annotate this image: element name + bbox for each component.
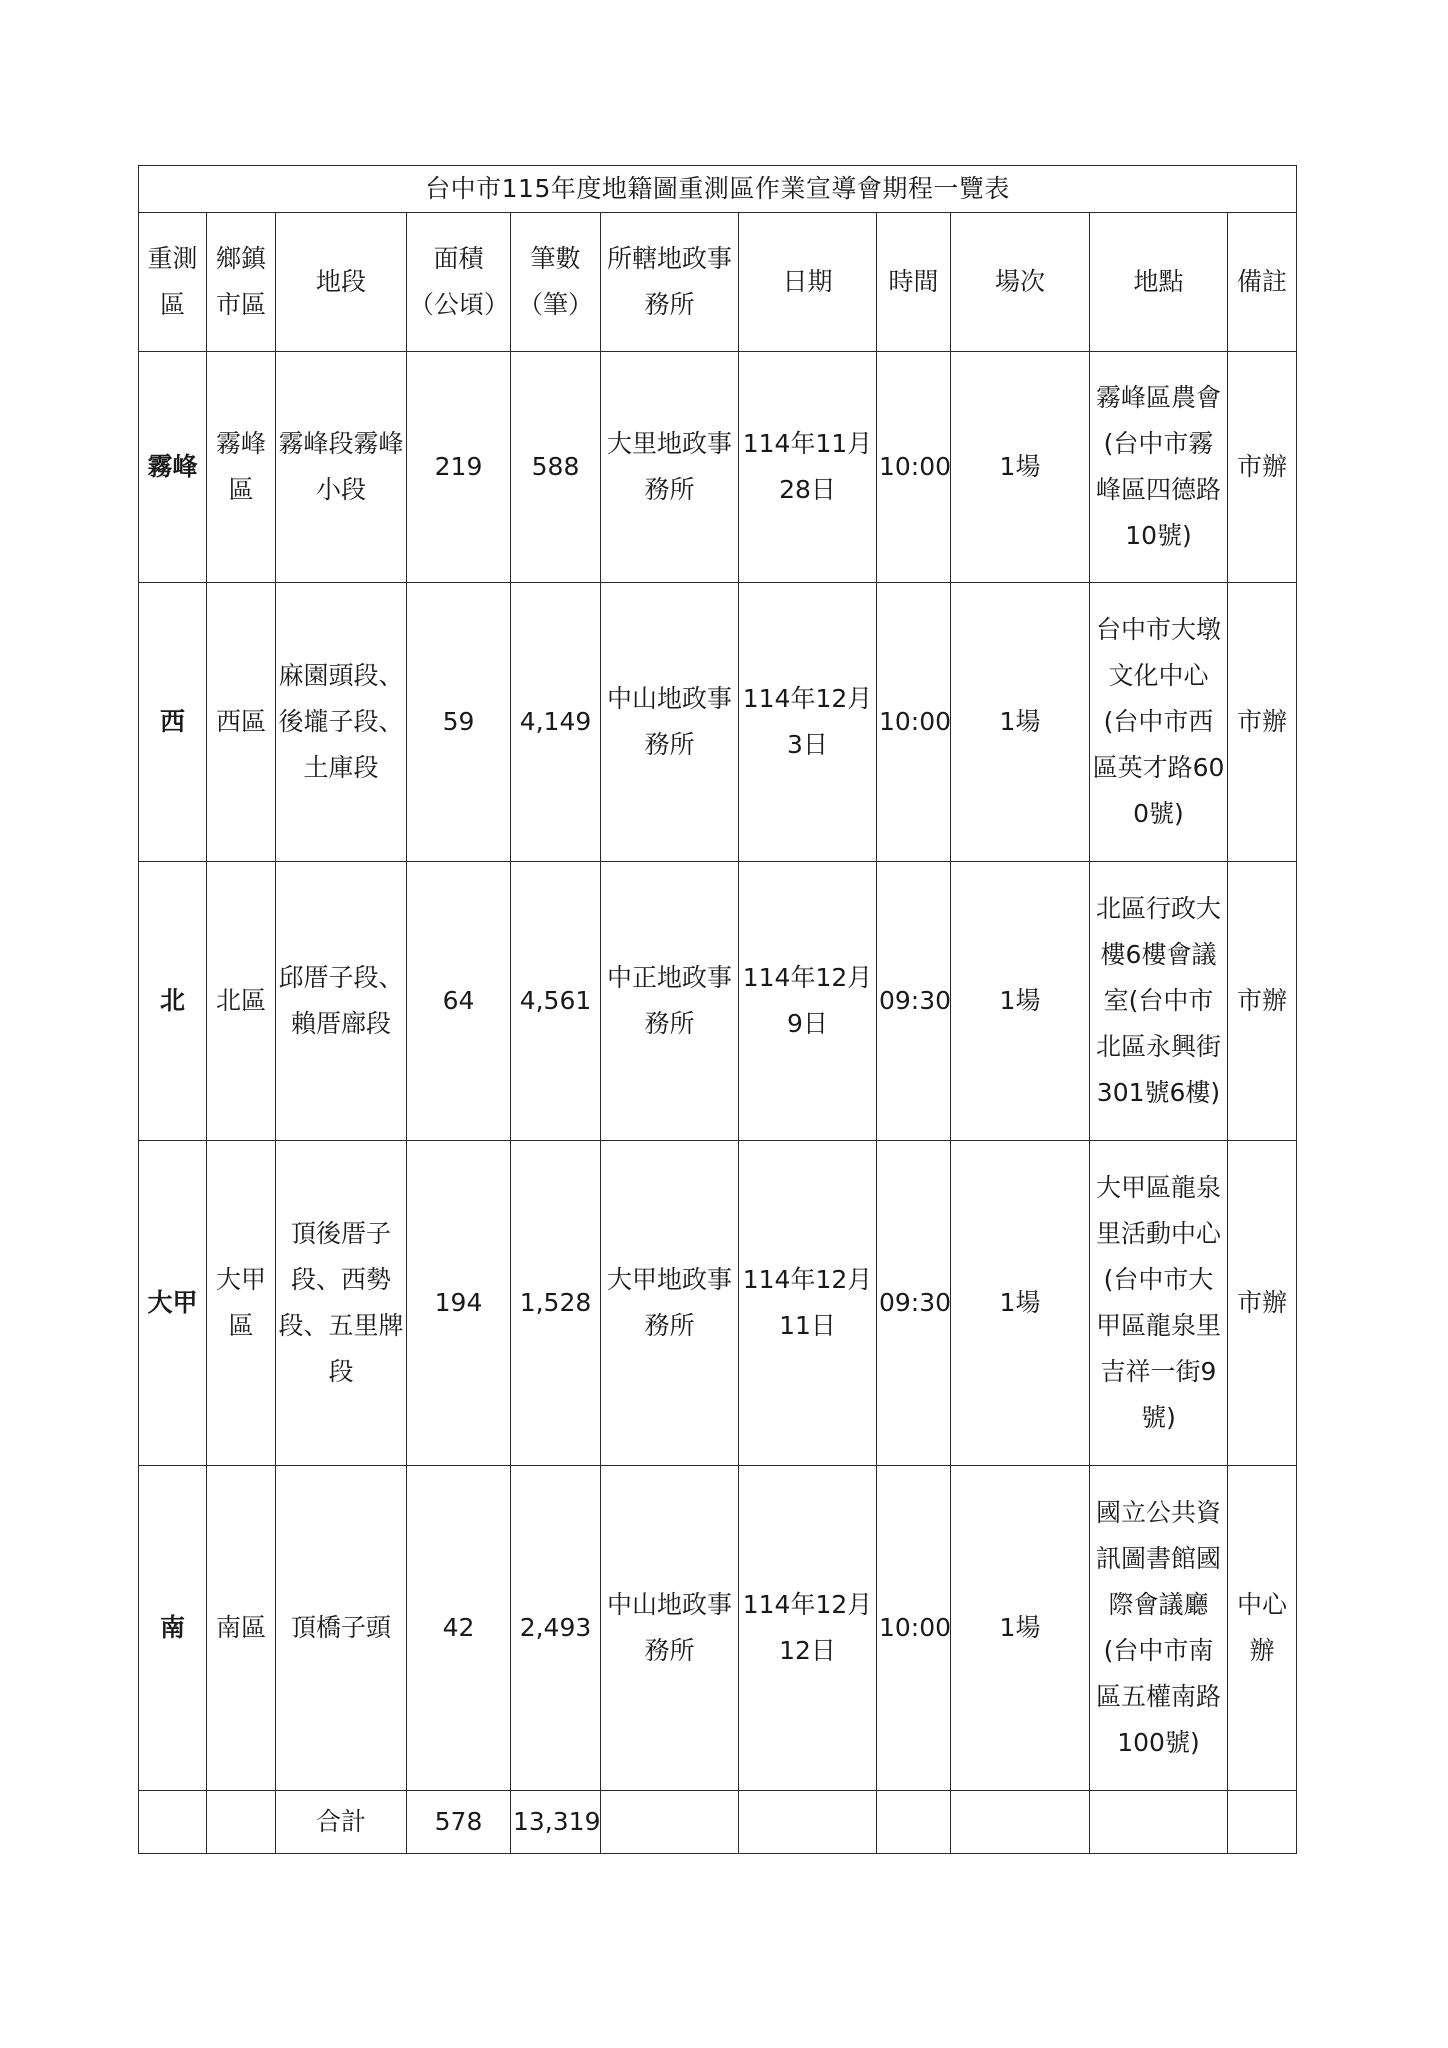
header-area: 面積（公頃） (407, 213, 511, 352)
cell-date: 114年12月11日 (739, 1141, 877, 1466)
cell-venue: 台中市大墩文化中心(台中市西區英才路600號) (1090, 583, 1228, 862)
cell-note: 市辦 (1228, 583, 1297, 862)
cell-venue: 國立公共資訊圖書館國際會議廳(台中市南區五權南路100號) (1090, 1466, 1228, 1791)
table-row (139, 1141, 1297, 1466)
total-label: 合計 (276, 1791, 407, 1854)
cell-sessions: 1場 (951, 1466, 1090, 1791)
cell-zone: 北 (139, 862, 207, 1141)
cell-empty (739, 1791, 877, 1854)
total-area: 578 (407, 1791, 511, 1854)
cell-district: 大甲區 (207, 1141, 276, 1466)
table-title: 台中市115年度地籍圖重測區作業宣導會期程一覽表 (139, 166, 1297, 213)
cell-parcels: 4,149 (511, 583, 601, 862)
cell-parcels: 1,528 (511, 1141, 601, 1466)
cell-empty (1090, 1791, 1228, 1854)
cell-office: 中正地政事務所 (601, 862, 739, 1141)
cell-office: 大甲地政事務所 (601, 1141, 739, 1466)
cell-section: 頂後厝子段、西勢段、五里牌段 (276, 1141, 407, 1466)
cell-office: 中山地政事務所 (601, 583, 739, 862)
cell-area: 59 (407, 583, 511, 862)
header-parcels: 筆數（筆） (511, 213, 601, 352)
cell-empty (139, 1791, 207, 1854)
header-section: 地段 (276, 213, 407, 352)
cell-date: 114年12月12日 (739, 1466, 877, 1791)
cell-empty (601, 1791, 739, 1854)
header-date: 日期 (739, 213, 877, 352)
cell-note: 中心辦 (1228, 1466, 1297, 1791)
cell-date: 114年12月3日 (739, 583, 877, 862)
cell-section: 麻園頭段、後壠子段、土庫段 (276, 583, 407, 862)
table-row (139, 583, 1297, 862)
cell-note: 市辦 (1228, 1141, 1297, 1466)
header-note: 備註 (1228, 213, 1297, 352)
header-venue: 地點 (1090, 213, 1228, 352)
cell-zone: 霧峰 (139, 352, 207, 583)
cell-venue: 霧峰區農會(台中市霧峰區四德路10號) (1090, 352, 1228, 583)
cell-section: 頂橋子頭 (276, 1466, 407, 1791)
header-district: 鄉鎮市區 (207, 213, 276, 352)
cell-time: 10:00 (877, 583, 951, 862)
cell-district: 西區 (207, 583, 276, 862)
cell-zone: 西 (139, 583, 207, 862)
cell-section: 邱厝子段、賴厝廍段 (276, 862, 407, 1141)
cell-date: 114年11月28日 (739, 352, 877, 583)
cell-office: 中山地政事務所 (601, 1466, 739, 1791)
cell-sessions: 1場 (951, 352, 1090, 583)
cell-district: 霧峰區 (207, 352, 276, 583)
cell-section: 霧峰段霧峰小段 (276, 352, 407, 583)
cell-date: 114年12月9日 (739, 862, 877, 1141)
cell-venue: 大甲區龍泉里活動中心(台中市大甲區龍泉里吉祥一街9號) (1090, 1141, 1228, 1466)
schedule-table (138, 165, 1297, 1854)
cell-parcels: 588 (511, 352, 601, 583)
header-sessions: 場次 (951, 213, 1090, 352)
cell-empty (207, 1791, 276, 1854)
cell-time: 10:00 (877, 1466, 951, 1791)
cell-zone: 大甲 (139, 1141, 207, 1466)
cell-note: 市辦 (1228, 862, 1297, 1141)
total-row (139, 1791, 1297, 1854)
header-time: 時間 (877, 213, 951, 352)
cell-time: 09:30 (877, 862, 951, 1141)
header-zone: 重測區 (139, 213, 207, 352)
cell-note: 市辦 (1228, 352, 1297, 583)
cell-sessions: 1場 (951, 1141, 1090, 1466)
cell-venue: 北區行政大樓6樓會議室(台中市北區永興街301號6樓) (1090, 862, 1228, 1141)
total-parcels: 13,319 (511, 1791, 601, 1854)
cell-parcels: 2,493 (511, 1466, 601, 1791)
cell-empty (877, 1791, 951, 1854)
table-row (139, 352, 1297, 583)
cell-empty (951, 1791, 1090, 1854)
cell-empty (1228, 1791, 1297, 1854)
document-page (138, 165, 1296, 1854)
cell-area: 42 (407, 1466, 511, 1791)
cell-office: 大里地政事務所 (601, 352, 739, 583)
header-office: 所轄地政事務所 (601, 213, 739, 352)
cell-sessions: 1場 (951, 862, 1090, 1141)
cell-district: 北區 (207, 862, 276, 1141)
cell-district: 南區 (207, 1466, 276, 1791)
cell-area: 64 (407, 862, 511, 1141)
cell-time: 09:30 (877, 1141, 951, 1466)
header-row (139, 213, 1297, 352)
cell-area: 219 (407, 352, 511, 583)
cell-sessions: 1場 (951, 583, 1090, 862)
cell-time: 10:00 (877, 352, 951, 583)
cell-zone: 南 (139, 1466, 207, 1791)
table-row (139, 1466, 1297, 1791)
cell-parcels: 4,561 (511, 862, 601, 1141)
cell-area: 194 (407, 1141, 511, 1466)
table-row (139, 862, 1297, 1141)
